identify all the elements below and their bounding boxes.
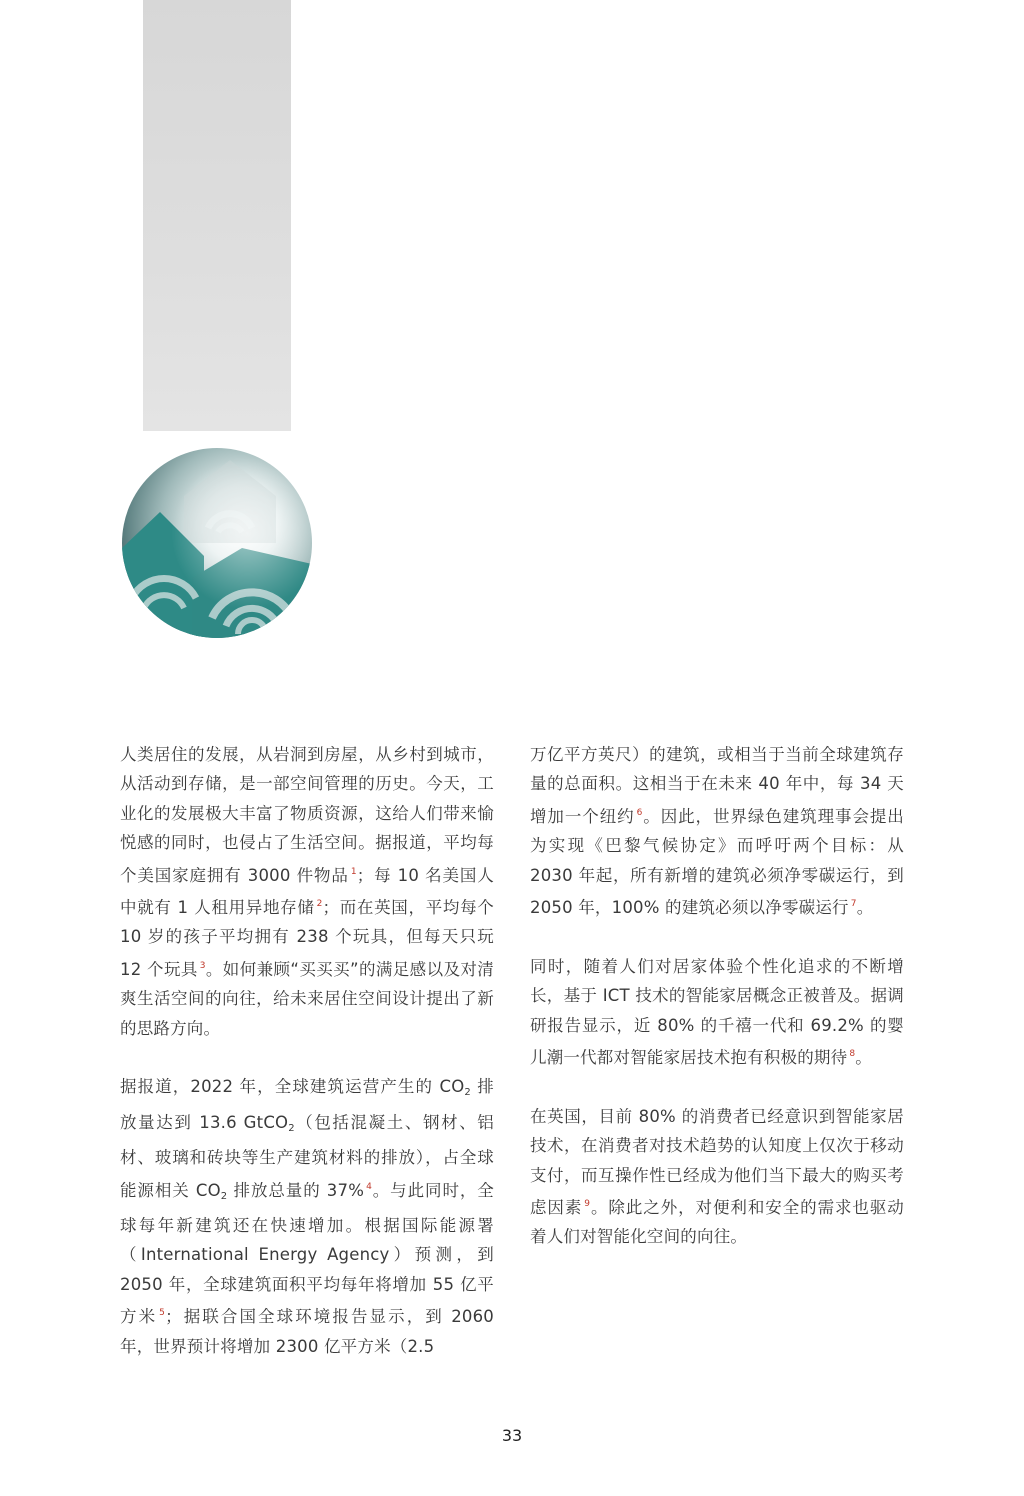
right-text-column <box>530 740 904 1252</box>
footnote-ref: 3 <box>199 960 206 971</box>
left-text-column <box>120 740 494 1361</box>
subscript: 2 <box>464 1087 471 1099</box>
sphere-house-wifi-illustration <box>122 448 312 638</box>
body-paragraph: 据报道，2022 年，全球建筑运营产生的 $CO_2$ 排放量达到 13.6 GtCO$_2$（包括混凝土、钢材、铝材、玻璃和砖块等生产建筑材料的排放），占全球能源相关 $CO_2$ 排放总量的 37% $^4$。与此同时，全球每年新建筑还在快速增加。根据国际能源署（International Energy Agency）预测，到 2050 年，全球建筑面积平均每年将增加 55 亿平方米 $^5$；据联合国全球环境报告显示，到 2060 年，世界预计将增加 2300 亿平方米（2.5 <box>120 1077 495 1356</box>
footnote-ref: 5 <box>159 1308 166 1319</box>
footnote-ref: 7 <box>850 899 857 910</box>
footnote-ref: 9 <box>584 1199 591 1210</box>
body-paragraph: 在英国，目前 80% 的消费者已经意识到智能家居技术，在消费者对技术趋势的认知度上仅次于移动支付，而互操作性已经成为他们当下最大的购买考虑因素 $^9$。除此之外，对便利和安全的需求也驱动着人们对智能化空间的向往。 <box>530 1106 904 1247</box>
body-paragraph: 同时，随着人们对居家体验个性化追求的不断增长，基于 ICT 技术的智能家居概念正被普及。据调研报告显示，近 80% 的千禧一代和 69.2% 的婴儿潮一代都对智能家居技术抱有积极的期待 $^8$。 <box>530 956 904 1068</box>
footnote-ref: 1 <box>350 866 357 877</box>
footnote-ref: 6 <box>636 807 643 818</box>
footnote-ref: 8 <box>849 1049 856 1060</box>
decorative-gray-bar <box>143 0 291 431</box>
body-paragraph: 人类居住的发展，从岩洞到房屋，从乡村到城市，从活动到存储，是一部空间管理的历史。今天，工业化的发展极大丰富了物质资源，这给人们带来愉悦感的同时，也侵占了生活空间。据报道，平均每个美国家庭拥有 3000 件物品 $^1$；每 10 名美国人中就有 1 人租用异地存储 $^2$；而在英国，平均每个 10 岁的孩子平均拥有 238 个玩具，但每天只玩 12 个玩具 $^3$。如何兼顾“买买买”的满足感以及对清爽生活空间的向往，给未来居住空间设计提出了新的思路方向。 <box>120 745 495 1038</box>
subscript: 2 <box>220 1190 228 1202</box>
subscript: 2 <box>288 1122 295 1134</box>
footnote-ref: 4 <box>366 1181 373 1192</box>
page-number: 33 <box>501 1426 523 1445</box>
body-paragraph: 万亿平方英尺）的建筑，或相当于当前全球建筑存量的总面积。这相当于在未来 40 年中，每 34 天增加一个纽约 $^6$。因此，世界绿色建筑理事会提出为实现《巴黎气候协定》而呼吁两个目标：从 2030 年起，所有新增的建筑必须净零碳运行，到 2050 年，100% 的建筑必须以净零碳运行 $^7$。 <box>530 745 905 918</box>
footnote-ref: 2 <box>316 899 323 910</box>
